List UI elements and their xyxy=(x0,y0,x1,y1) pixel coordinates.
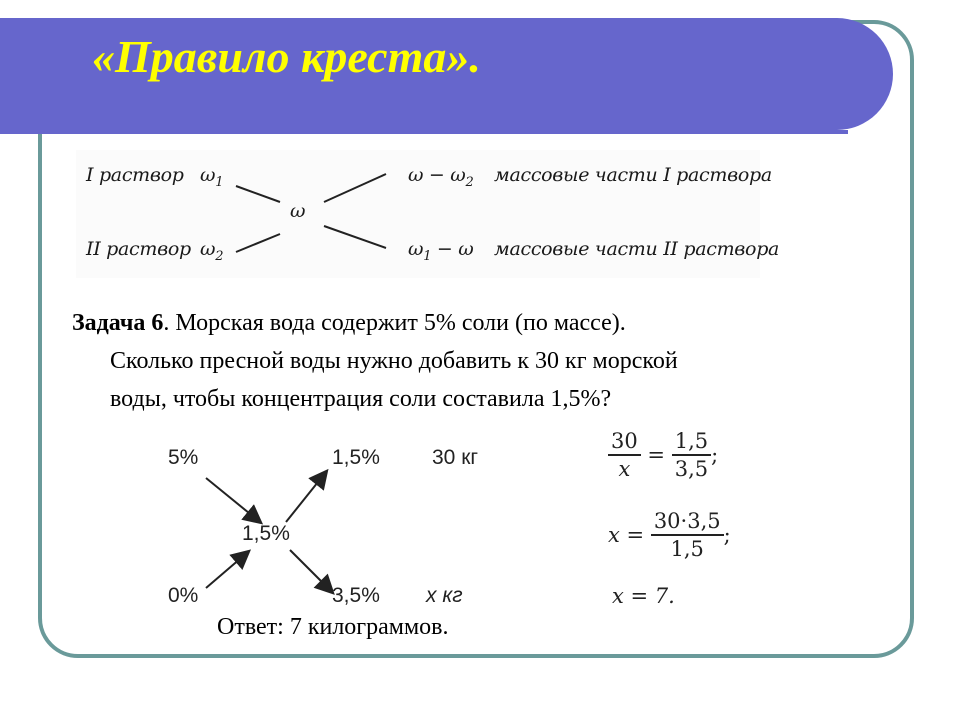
arrow-top-right xyxy=(286,472,326,522)
task-label: Задача 6 xyxy=(72,310,164,336)
scheme-w: ω xyxy=(290,200,306,222)
scheme-w1: $\omega_1$ xyxy=(200,164,224,190)
task-line-2: Сколько пресной воды нужно добавить к 30 кг морской xyxy=(110,348,678,374)
scheme-solution1: I раствор xyxy=(86,164,184,186)
arrow-top-left xyxy=(206,478,260,522)
scheme-line-bottom-right xyxy=(324,226,386,248)
scheme-diff1: $\omega - \omega_2$ xyxy=(408,164,474,190)
cross-mass-top: 30 кг xyxy=(432,446,479,469)
equation-1: $\frac{30}{x}$ = $\frac{1,5}{3,5}$ ; xyxy=(608,428,718,482)
scheme-diff2: $\omega_1 - \omega$ xyxy=(408,238,474,264)
cross-center: 1,5% xyxy=(242,522,290,545)
equation-2: x = $\frac{30\cdot 3,5}{1,5}$ ; xyxy=(608,509,731,561)
scheme-parts1: массовые части I раствора xyxy=(494,164,772,186)
equation-3: x = 7. xyxy=(612,584,675,608)
task-statement xyxy=(72,304,892,418)
scheme-line-bottom-left xyxy=(236,234,280,252)
scheme-solution2: II раствор xyxy=(86,238,191,260)
arrow-bottom-right xyxy=(290,550,332,592)
cross-top-left: 5% xyxy=(168,446,199,469)
task-line-1: Задача 6. Морская вода содержит 5% соли (по массе). xyxy=(72,310,626,336)
cross-bottom-left: 0% xyxy=(168,584,199,607)
task-line-3: воды, чтобы концентрация соли составила 1,5%? xyxy=(110,386,612,412)
title-underline xyxy=(0,130,848,134)
scheme-line-top-right xyxy=(324,174,386,202)
answer-text: Ответ: 7 килограммов. xyxy=(217,614,449,640)
cross-mass-bottom: x кг xyxy=(426,584,463,607)
scheme-line-top-left xyxy=(236,186,280,202)
scheme-w2: $\omega_2$ xyxy=(200,238,224,264)
cross-rule-scheme xyxy=(76,150,780,278)
cross-bottom-right: 3,5% xyxy=(332,584,380,607)
cross-diagram xyxy=(150,430,550,620)
slide-title: «Правило креста». xyxy=(92,31,481,82)
cross-top-right: 1,5% xyxy=(332,446,380,469)
arrow-bottom-left xyxy=(206,552,248,588)
scheme-parts2: массовые части II раствора xyxy=(494,238,780,260)
